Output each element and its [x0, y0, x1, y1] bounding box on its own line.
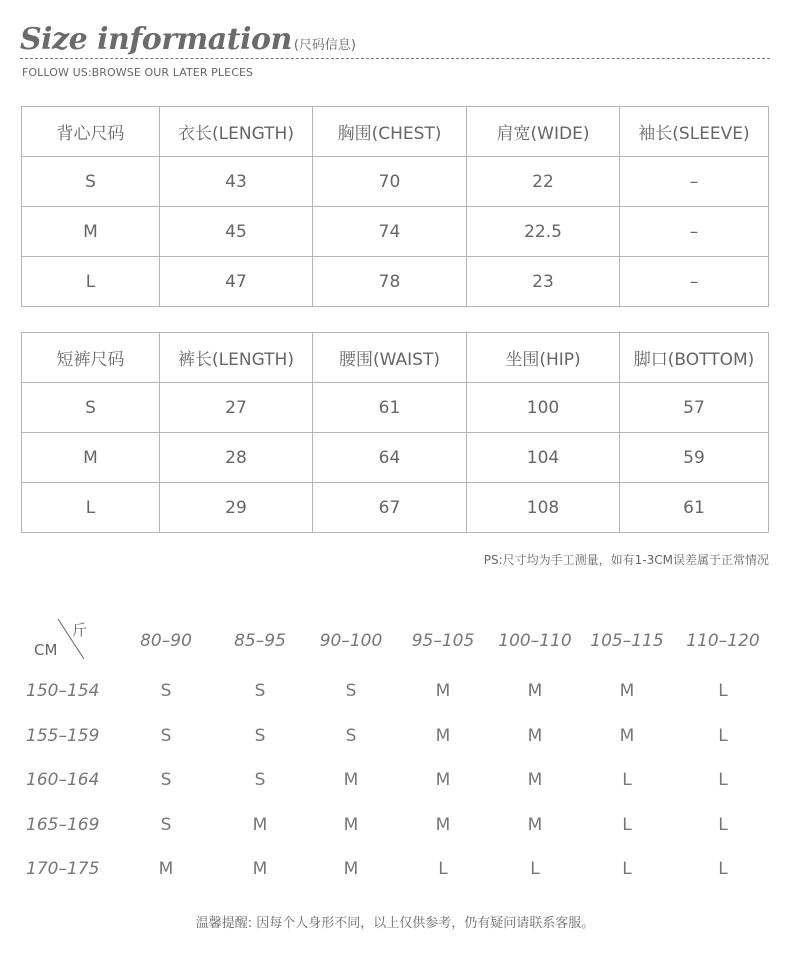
size-guide-cell: L	[718, 681, 728, 701]
size-guide-cell: L	[718, 859, 728, 879]
size-guide-cell: M	[158, 859, 174, 879]
shorts-table-cell: S	[22, 383, 160, 433]
size-guide-cell: S	[254, 726, 266, 746]
shorts-table-cell: 64	[313, 433, 467, 483]
size-guide-cell: M	[435, 681, 451, 701]
size-guide-cell: L	[530, 859, 540, 879]
weight-range-header: 95–105	[411, 631, 475, 651]
corner-cm-label: CM	[34, 641, 58, 659]
vest-table-cell: 45	[160, 207, 313, 257]
title-subtitle: (尺码信息)	[293, 38, 356, 53]
vest-table-cell: –	[620, 157, 769, 207]
size-guide-cell: S	[254, 770, 266, 790]
size-guide-cell: M	[435, 815, 451, 835]
size-guide-cell: L	[438, 859, 448, 879]
height-range-label: 165–169	[26, 815, 100, 835]
size-guide-cell: M	[343, 859, 359, 879]
shorts-size-table	[21, 332, 769, 533]
shorts-table-cell: 108	[467, 483, 620, 533]
follow-text: FOLLOW US:BROWSE OUR LATER PLECES	[22, 66, 254, 79]
vest-table-header-row	[22, 107, 769, 157]
shorts-table-cell: 104	[467, 433, 620, 483]
size-guide-cell: M	[343, 770, 359, 790]
size-guide-cell: M	[527, 770, 543, 790]
shorts-table-cell: 57	[620, 383, 769, 433]
size-guide-cell: S	[160, 726, 172, 746]
vest-table-row	[22, 207, 769, 257]
vest-table-header-cell: 袖长(SLEEVE)	[620, 107, 769, 157]
size-guide-cell: M	[252, 859, 268, 879]
shorts-table-row	[22, 483, 769, 533]
shorts-table-row	[22, 433, 769, 483]
size-guide-cell: M	[435, 770, 451, 790]
vest-table-row	[22, 157, 769, 207]
size-guide-cell: S	[160, 681, 172, 701]
shorts-table-cell: 27	[160, 383, 313, 433]
size-guide-cell: L	[622, 859, 632, 879]
vest-table-cell: L	[22, 257, 160, 307]
vest-table-cell: 22	[467, 157, 620, 207]
shorts-table-cell: M	[22, 433, 160, 483]
shorts-table-cell: 67	[313, 483, 467, 533]
vest-table-cell: –	[620, 257, 769, 307]
weight-range-header: 90–100	[319, 631, 383, 651]
size-guide-cell: M	[527, 726, 543, 746]
vest-table-cell: M	[22, 207, 160, 257]
size-guide-cell: L	[718, 726, 728, 746]
shorts-table-cell: 59	[620, 433, 769, 483]
vest-table-cell: 70	[313, 157, 467, 207]
shorts-table-cell: 61	[313, 383, 467, 433]
measurement-note: PS:尺寸均为手工测量，如有1-3CM误差属于正常情况	[483, 553, 769, 567]
height-range-label: 150–154	[26, 681, 100, 701]
vest-table-body	[22, 107, 769, 307]
vest-table-header-cell: 胸围(CHEST)	[313, 107, 467, 157]
shorts-table-cell: 28	[160, 433, 313, 483]
size-guide-cell: S	[345, 681, 357, 701]
dashed-divider	[20, 58, 770, 59]
size-guide-cell: S	[160, 770, 172, 790]
vest-table-cell: S	[22, 157, 160, 207]
weight-range-header: 110–120	[686, 631, 760, 651]
size-guide-cell: M	[252, 815, 268, 835]
shorts-table-cell: 100	[467, 383, 620, 433]
vest-table-header-cell: 背心尺码	[22, 107, 160, 157]
height-range-label: 155–159	[26, 726, 100, 746]
shorts-table-row	[22, 383, 769, 433]
shorts-table-cell: 29	[160, 483, 313, 533]
size-guide-cell: M	[527, 681, 543, 701]
weight-range-header: 80–90	[140, 631, 192, 651]
vest-table-cell: –	[620, 207, 769, 257]
corner-jin-label: 斤	[72, 621, 88, 639]
size-guide-cell: L	[718, 815, 728, 835]
page-title	[20, 22, 356, 62]
size-guide-cell: L	[718, 770, 728, 790]
vest-table-row	[22, 257, 769, 307]
weight-range-header: 105–115	[590, 631, 664, 651]
vest-table-cell: 78	[313, 257, 467, 307]
vest-table-header-cell: 肩宽(WIDE)	[467, 107, 620, 157]
guide-corner-header	[30, 615, 94, 663]
vest-table-header-cell: 衣长(LENGTH)	[160, 107, 313, 157]
title-main: Size information	[20, 22, 292, 57]
weight-range-header: 100–110	[498, 631, 572, 651]
height-range-label: 170–175	[26, 859, 100, 879]
size-guide-cell: M	[527, 815, 543, 835]
size-guide-cell: S	[345, 726, 357, 746]
shorts-table-header-cell: 坐围(HIP)	[467, 333, 620, 383]
footer-reminder: 温馨提醒: 因每个人身形不同，以上仅供参考，仍有疑问请联系客服。	[195, 916, 595, 931]
vest-table-cell: 43	[160, 157, 313, 207]
vest-table-cell: 74	[313, 207, 467, 257]
shorts-table-cell: 61	[620, 483, 769, 533]
size-guide-cell: S	[254, 681, 266, 701]
vest-table-cell: 22.5	[467, 207, 620, 257]
size-guide-cell: L	[622, 770, 632, 790]
size-guide-cell: M	[343, 815, 359, 835]
size-guide-cell: M	[619, 681, 635, 701]
shorts-table-cell: L	[22, 483, 160, 533]
shorts-table-header-cell: 短裤尺码	[22, 333, 160, 383]
size-guide-cell: S	[160, 815, 172, 835]
size-guide-cell: M	[619, 726, 635, 746]
shorts-table-header-cell: 腰围(WAIST)	[313, 333, 467, 383]
vest-size-table	[21, 106, 769, 307]
vest-table-cell: 23	[467, 257, 620, 307]
size-guide-cell: M	[435, 726, 451, 746]
height-range-label: 160–164	[26, 770, 100, 790]
vest-table-cell: 47	[160, 257, 313, 307]
shorts-table-header-cell: 裤长(LENGTH)	[160, 333, 313, 383]
weight-range-header: 85–95	[234, 631, 286, 651]
shorts-table-header-row	[22, 333, 769, 383]
size-guide-cell: L	[622, 815, 632, 835]
shorts-table-body	[22, 333, 769, 533]
shorts-table-header-cell: 脚口(BOTTOM)	[620, 333, 769, 383]
